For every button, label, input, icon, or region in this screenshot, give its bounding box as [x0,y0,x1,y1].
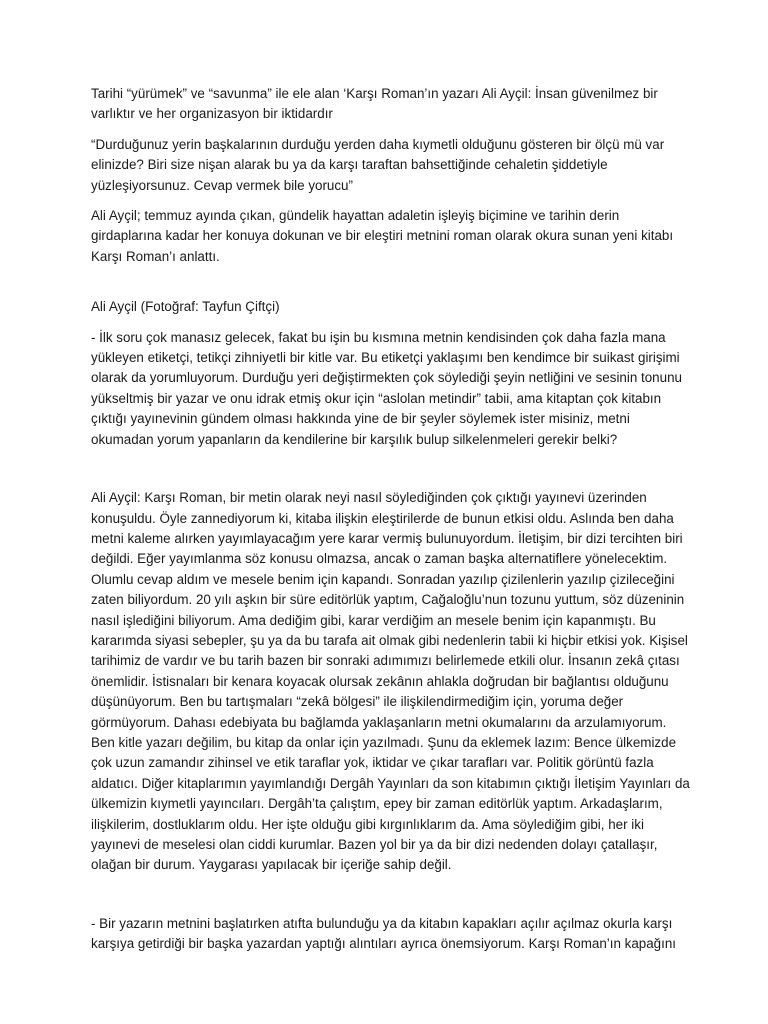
interview-question-1: - İlk soru çok manasız gelecek, fakat bu işin bu kısmına metnin kendisinden çok daha fazla mana yükleyen etiketçi, tetikçi zihniyetli bir kitle var. Bu etiketçi yaklaşımı ben kendimce bir suikast girişimi olarak da yorumluyorum. Durduğu yeri değiştirmekten çok söylediği şeyin netliğini ve sesinin tonunu yükseltmiş bir yazar ve onu idrak etmiş okur için “aslolan metindir” tabii, ama kitaptan çok kitabın çıktığı yayınevinin gündem olması hakkında yine de bir şeyler söylemek ister misiniz, metni okumadan yorum yapanların da kendilerine bir karşılık bulup silkelenmeleri gerekir belki? [91,329,682,447]
article-headline: Tarihi “yürümek” ve “savunma” ile ele alan ‘Karşı Roman’ın yazarı Ali Ayçil: İnsan güvenilmez bir varlıktır ve her organizasyon bir iktidardır [91,86,658,122]
article-intro: Ali Ayçil; temmuz ayında çıkan, gündelik hayattan adaletin işleyiş biçimine ve tarihin derin girdaplarına kadar her konuya dokunan ve bir eleştiri metnini roman olarak okura sunan yeni kitabı Karşı Roman’ı anlattı. [91,208,674,264]
blank-line [91,460,691,488]
document-page [91,84,691,965]
interview-question-2: - Bir yazarın metnini başlatırken atıfta bulunduğu ya da kitabın kapakları açılır açılmaz okurla karşı karşıya getirdiği bir başka yazardan yaptığı alıntıları ayrıca önemsiyorum. Karşı Roman’ın kapağını [91,915,676,952]
interview-answer-1: Ali Ayçil: Karşı Roman, bir metin olarak neyi nasıl söylediğinden çok çıktığı yayınevi üzerinden konuşuldu. Öyle zannediyorum ki, kitaba ilişkin eleştirilerde de bunun etkisi oldu. Aslında ben daha metni kaleme alırken yayımlayacağım yere karar vermiş bulunuyordum. İletişim, bir dizi tercihten biri değildi. Eğer yayımlanma söz konusu olmazsa, ancak o zaman başka alternatiflere yönelecektim. Olumlu cevap aldım ve mesele benim için kapandı. Sonradan yazılıp çizilenlerin yazılıp çizileceğini zaten biliyordum. 20 yılı aşkın bir süre editörlük yaptım, Cağaloğlu’nun tozunu yuttum, söz düzeninin nasıl işlediğini biliyorum. Ama dediğim gibi, karar verdiğim an mesele benim için kapanmıştı. Bu kararımda siyasi sebepler, şu ya da bu tarafa ait olmak gibi nedenlerin tabii ki hiçbir etkisi yok. Kişisel tarihimiz de vardır ve bu tarih bazen bir sonraki adımımızı belirlemede etkili olur. İnsanın zekâ çıtası önemlidir. İstisnaları bir kenara koyacak olursak zekânın ahlakla doğrudan bir bağlantısı olduğunu düşünüyorum. Ben bu tartışmaları “zekâ bölgesi” ile ilişkilendirmediğim için, yoruma değer görmüyorum. Dahası edebiyata bu bağlamda yaklaşanların metni okumalarını da arzulamıyorum. Ben kitle yazarı değilim, bu kitap da onlar için yazılmadı. Şunu da eklemek lazım: Bence ülkemizde çok uzun zamandır zihinsel ve etik taraflar yok, iktidar ve çıkar tarafları var. Politik görüntü fazla aldatıcı. Diğer kitaplarımın yayımlandığı Dergâh Yayınları da son kitabımın çıktığı İletişim Yayınları da ülkemizin kıymetli yayıncıları. Dergâh’ta çalıştım, epey bir zaman editörlük yaptım. Arkadaşlarım, ilişkilerim, dostluklarım oldu. Her işte olduğu gibi kırgınlıklarım da. Ama söylediğim gibi, her iki yayınevi de meselesi olan ciddi kurumlar. Bazen yol bir ya da bir dizi nedenden dolayı çatallaşır, olağan bir durum. Yaygarası yapılacak bir içeriğe sahip değil. [91,490,690,873]
blank-line [91,277,691,297]
article-pull-quote: “Durduğunuz yerin başkalarının durduğu yerden daha kıymetli olduğunu gösteren bir ölçü mü var elinizde? Biri size nişan alarak bu ya da karşı taraftan bahsettiğinde cehaletin şiddetiyle yüzleşiyorsunuz. Cevap vermek bile yorucu” [91,136,665,193]
photo-caption: Ali Ayçil (Fotoğraf: Tayfun Çiftçi) [91,299,280,315]
blank-line [91,886,691,914]
